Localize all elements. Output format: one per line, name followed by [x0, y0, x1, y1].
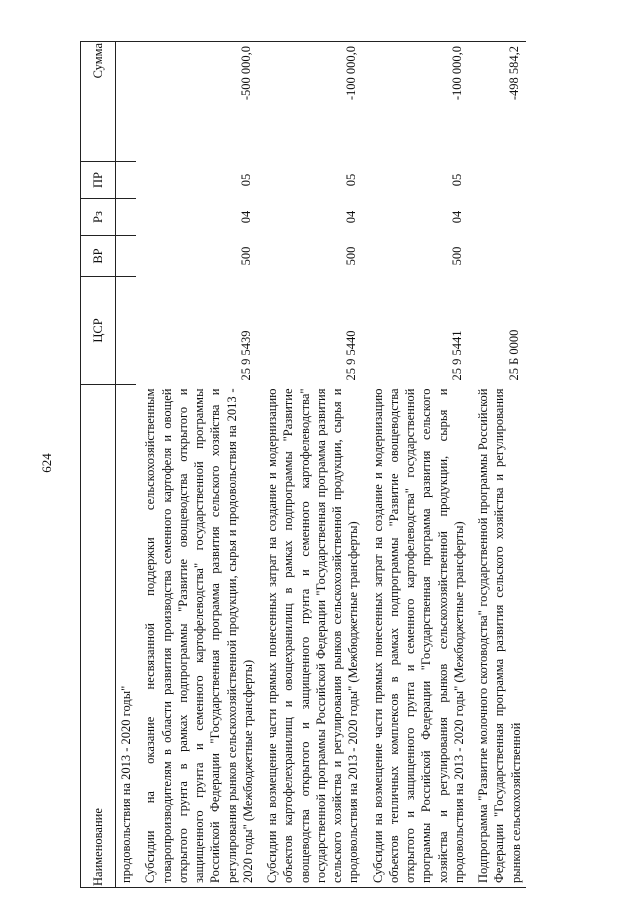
row-pr: 05 [449, 173, 464, 187]
table-header-row [81, 42, 116, 888]
table-row [258, 42, 364, 888]
row-sum: -100 000,0 [364, 42, 470, 162]
header-csr: ЦСР [81, 277, 116, 385]
row-pr: 05 [344, 173, 359, 187]
page-number: 624 [39, 453, 54, 473]
table-row [136, 42, 258, 888]
header-vr: ВР [81, 236, 116, 277]
row-csr [116, 277, 137, 385]
row-sum: -500 000,0 [136, 42, 258, 162]
table-row [364, 42, 470, 888]
row-name: продовольствия на 2013 - 2020 годы" [116, 385, 137, 888]
row-pr: 05 [238, 173, 253, 187]
row-name: Подпрограмма "Развитие молочного скотоводства" государственной программы Российской Федерации "Государственная программа развития сельского хозяйства и регулирования рынков сельскохозяйственной [469, 385, 526, 888]
header-sum: Сумма [81, 42, 116, 162]
row-vr: 500 [344, 246, 359, 266]
row-rz: 04 [238, 210, 253, 224]
row-pr [469, 162, 526, 199]
row-sum [116, 42, 137, 162]
header-name: Наименование [81, 385, 116, 888]
row-rz [469, 199, 526, 236]
row-vr [469, 236, 526, 277]
row-csr: 25 9 5441 [449, 330, 464, 381]
row-name: Субсидии на возмещение части прямых понесенных затрат на создание и модернизацию объектов тепличных комплексов в рамках подпрограммы "Развитие овощеводства открытого и защищенного грунта и семенного картофелеводства" государственной программы Российской Федерации "Государственная программа развития сельского хозяйства и регулирования рынков сельскохозяйственной продукции, сырья и продовольствия на 2013 - 2020 годы" (Межбюджетные трансферты) [364, 385, 470, 888]
row-rz: 04 [344, 210, 359, 224]
table-row [469, 42, 526, 888]
row-vr: 500 [449, 246, 464, 266]
table-row [116, 42, 137, 888]
row-vr [116, 236, 137, 277]
budget-table [80, 41, 526, 888]
row-name: Субсидии на возмещение части прямых понесенных затрат на создание и модернизацию объектов картофелехранилищ и овощехранилищ в рамках подпрограммы "Развитие овощеводства открытого и защищенного грунта и семенного картофелеводства" государственной программы Российской Федерации "Государственная программа развития сельского хозяйства и регулирования рынков сельскохозяйственной продукции, сырья и продовольствия на 2013 - 2020 годы" (Межбюджетные трансферты) [258, 385, 364, 888]
row-rz: 04 [449, 210, 464, 224]
header-pr: ПР [81, 162, 116, 199]
row-name: Субсидии на оказание несвязанной поддержки сельскохозяйственным товаропроизводителям в области развития производства семенного картофеля и овощей открытого грунта в рамках подпрограммы "Развитие овощеводства открытого и защищенного грунта и семенного картофелеводства" государственной программы Российской Федерации "Государственная программа развития сельского хозяйства и регулирования рынков сельскохозяйственной продукции, сырья и продовольствия на 2013 - 2020 годы" (Межбюджетные трансферты) [136, 385, 258, 888]
row-csr: 25 9 5439 [238, 330, 253, 381]
row-pr [116, 162, 137, 199]
row-sum: -498 584,2 [469, 42, 526, 162]
row-csr: 25 Б 0000 [506, 329, 521, 381]
header-rz: Рз [81, 199, 116, 236]
row-sum: -100 000,0 [258, 42, 364, 162]
row-csr: 25 9 5440 [344, 330, 359, 381]
row-vr: 500 [238, 246, 253, 266]
row-rz [116, 199, 137, 236]
rotated-table-container [80, 43, 600, 888]
